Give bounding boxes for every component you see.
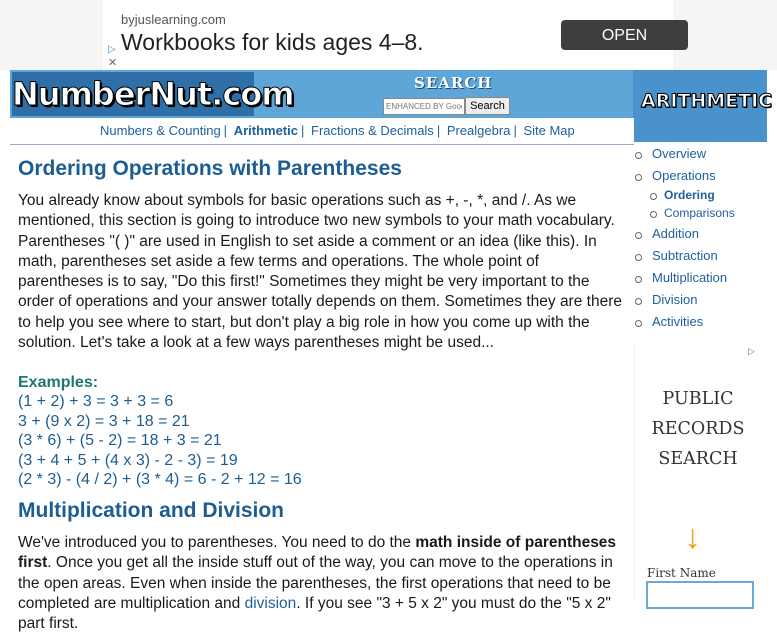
example-line: 3 + (9 x 2) = 3 + 18 = 21 bbox=[18, 412, 190, 430]
section-label: ARITHMETIC bbox=[641, 90, 773, 112]
first-name-input[interactable] bbox=[646, 581, 754, 609]
ad-margin-left bbox=[0, 0, 103, 70]
ad-headline[interactable]: Workbooks for kids ages 4–8. bbox=[121, 29, 424, 55]
search-title: SEARCH bbox=[414, 74, 493, 92]
ad-domain: byjuslearning.com bbox=[121, 12, 226, 27]
adchoices-icon[interactable]: ▷ bbox=[748, 346, 755, 356]
ad-text-line: PUBLIC bbox=[662, 389, 734, 409]
section-heading: Multiplication and Division bbox=[18, 499, 285, 522]
bullet-icon bbox=[635, 152, 642, 159]
sidebar bbox=[634, 142, 767, 342]
first-name-label: First Name bbox=[647, 566, 716, 580]
example-line: (3 + 4 + 5 + (4 x 3) - 2 - 3) = 19 bbox=[18, 451, 238, 469]
sidebar-item-ordering[interactable]: Ordering bbox=[664, 188, 715, 202]
nav-separator: | bbox=[513, 123, 517, 138]
page-title: Ordering Operations with Parentheses bbox=[18, 157, 402, 180]
bullet-icon bbox=[650, 193, 657, 200]
bullet-icon bbox=[635, 276, 642, 283]
ad-text-line: RECORDS bbox=[651, 419, 745, 439]
search-button[interactable]: Search bbox=[465, 97, 510, 115]
section-paragraph bbox=[18, 533, 630, 634]
sidebar-item-multiplication[interactable]: Multiplication bbox=[652, 270, 728, 285]
example-line: (3 * 6) + (5 - 2) = 18 + 3 = 21 bbox=[18, 432, 222, 449]
sidebar-item-division[interactable]: Division bbox=[652, 292, 698, 307]
arrow-down-icon: ↓ bbox=[684, 518, 701, 556]
ad-margin-right bbox=[673, 0, 777, 70]
para2-text-b: . Once you get all the inside stuff out of the way, you can move to the operations in the open areas. Even when inside the parentheses, the first operations that need to be completed are multiplication and bbox=[18, 554, 613, 612]
para2-text-c: . If you see "3 + 5 x 2" you must do the "5 x 2" part first. bbox=[18, 594, 611, 633]
examples-heading: Examples: bbox=[18, 374, 99, 391]
sidebar-item-activities[interactable]: Activities bbox=[652, 314, 704, 329]
bullet-icon bbox=[635, 320, 642, 327]
ad-text-line: SEARCH bbox=[658, 449, 738, 469]
ad-open-button[interactable]: OPEN bbox=[561, 20, 688, 50]
example-line: (2 * 3) - (4 / 2) + (3 * 4) = 6 - 2 + 12 = 16 bbox=[18, 471, 302, 488]
nav-separator: | bbox=[223, 123, 228, 138]
para2-bold: math inside of parentheses first bbox=[18, 534, 617, 572]
bullet-icon bbox=[635, 254, 642, 261]
nav-fractions-decimals[interactable]: Fractions & Decimals bbox=[311, 123, 434, 138]
example-line: (1 + 2) + 3 = 3 + 3 = 6 bbox=[18, 393, 174, 410]
sidebar-item-operations[interactable]: Operations bbox=[652, 168, 716, 183]
division-link[interactable]: division bbox=[244, 594, 297, 612]
site-logo[interactable]: NumberNut.com bbox=[12, 72, 254, 116]
sidebar-item-comparisons[interactable]: Comparisons bbox=[664, 206, 735, 220]
nav-arithmetic[interactable]: Arithmetic bbox=[233, 123, 298, 138]
sidebar-item-addition[interactable]: Addition bbox=[652, 226, 699, 241]
sidebar-item-subtraction[interactable]: Subtraction bbox=[652, 248, 718, 263]
bullet-icon bbox=[650, 211, 657, 218]
sidebar-item-overview[interactable]: Overview bbox=[652, 146, 707, 161]
nav-numbers-counting[interactable]: Numbers & Counting bbox=[100, 123, 221, 138]
nav-links bbox=[100, 123, 575, 138]
close-icon[interactable]: ✕ bbox=[108, 57, 118, 69]
search-input[interactable] bbox=[383, 98, 465, 115]
bullet-icon bbox=[635, 232, 642, 239]
bullet-icon bbox=[635, 298, 642, 305]
nav-prealgebra[interactable]: Prealgebra bbox=[446, 123, 511, 138]
nav-separator: | bbox=[436, 123, 441, 138]
adchoices-icon[interactable]: ▷ bbox=[108, 44, 116, 55]
para2-text-a: We've introduced you to parentheses. You need to do the bbox=[18, 534, 416, 551]
side-ad[interactable] bbox=[634, 344, 761, 600]
nav-site-map[interactable]: Site Map bbox=[523, 123, 575, 138]
bullet-icon bbox=[635, 174, 642, 181]
nav-separator: | bbox=[300, 123, 305, 138]
intro-paragraph: You already know about symbols for basic operations such as +, -, *, and /. As we mentioned, this section is going to introduce two new symbols to your math vocabulary. Parentheses "( )" are used in English to set aside a comment or an idea (like this). In math, parentheses set aside a few terms and operations. The whole point of parentheses is to say, "Do this first!" Sometimes they might be very important to the order of operations and your answer totally depends on them. Sometimes they are there to help you see where to start, but don't play a big role in how you come up with the solution. Let's take a look at a few ways parentheses might be used... bbox=[18, 192, 622, 352]
